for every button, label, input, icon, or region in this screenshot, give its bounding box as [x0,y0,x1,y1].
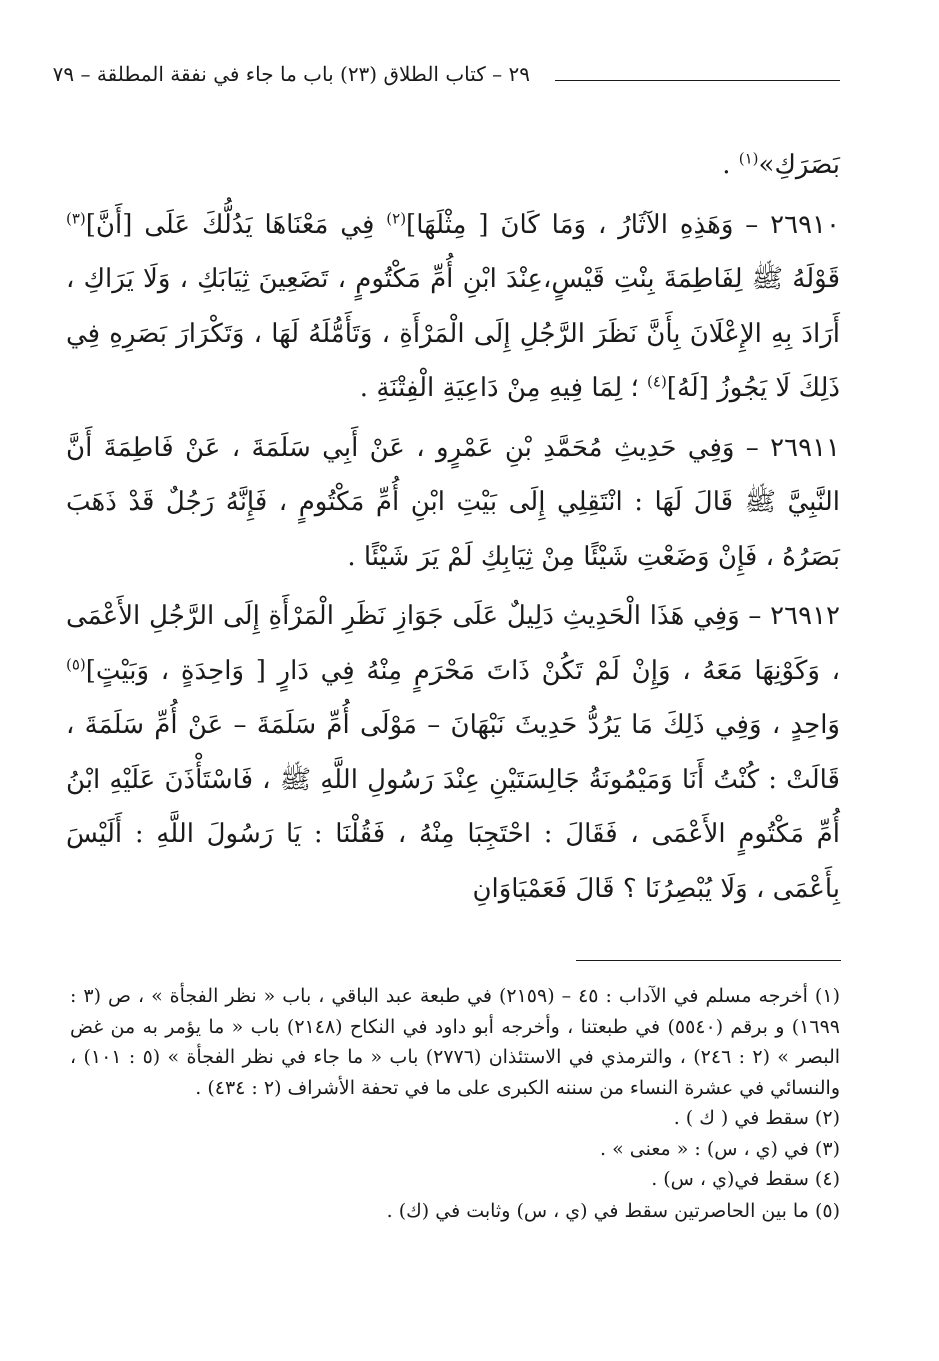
running-header [52,62,840,92]
footnote-ref-5: (٥) [66,654,86,673]
paragraph-text: قَوْلَهُ ﷺ لِفَاطِمَةَ بِنْتِ قَيْسٍ،عِنْدَ ابْنِ أُمِّ مَكْتُومٍ ، تَضَعِينَ ثِيَابَكِ ، وَلَا يَرَاكِ ، أَرَادَ بِهِ الإِعْلَانَ بِأَنَّ نَظَرَ الرَّجُلِ إِلَى الْمَرْأَةِ ، وَتَأَمُّلَهُ لَهَا ، وَتَكْرَارَ بَصَرِهِ فِي ذَلِكَ لَا يَجُوزُ [لَهُ] [66,264,840,403]
paragraph-text: – وَهَذِهِ الآثَارُ ، وَمَا كَانَ [ مِثْلَهَا] [406,209,771,240]
header-rule [555,80,840,81]
paragraph-text: – وَفِي حَدِيثِ مُحَمَّدِ بْنِ عَمْرٍو ، عَنْ أَبِي سَلَمَةَ ، عَنْ فَاطِمَةَ أَنَّ النَّبِيَّ ﷺ قَالَ لَهَا : انْتَقِلِي إِلَى بَيْتِ ابْنِ أُمِّ مَكْتُومٍ ، فَإِنَّهُ رَجُلٌ قَدْ ذَهَبَ بَصَرُهُ ، فَإِنْ وَضَعْتِ شَيْئًا مِنْ ثِيَابِكِ لَمْ يَرَ شَيْئًا . [66,432,840,572]
footnote-1: (١) أخرجه مسلم في الآداب : ٤٥ – (٢١٥٩) في طبعة عبد الباقي ، باب « نظر الفجأة » ، ص (٣ : ١٦٩٩) و برقم (٥٥٤٠) في طبعتنا ، وأخرجه أبو داود في النكاح (٢١٤٨) باب « ما يؤمر به من غض البصر » (٢ : ٢٤٦) ، والترمذي في الاستئذان (٢٧٧٦) باب « ما جاء في نظر الفجأة » (٥ : ١٠١) ، والنسائي في عشرة النساء من سننه الكبرى على ما في تحفة الأشراف (٢ : ٤٣٤) . [70,985,841,1099]
paragraph-text: فِي مَعْنَاهَا يَدُلُّكَ عَلَى [أَنَّ] [85,209,387,240]
paragraph-number: ٢٦٩١١ [770,432,840,463]
footnote-ref-4: (٤) [647,372,667,391]
paragraph-26910 [66,198,840,416]
footnote-ref-3: (٣) [66,208,86,227]
footnote-4: (٤) سقط في(ي ، س) . [651,1168,840,1190]
main-text [66,138,840,916]
paragraph-text: وَاحِدٍ ، وَفِي ذَلِكَ مَا يَرُدُّ حَدِيثَ نَبْهَانَ – مَوْلَى أُمِّ سَلَمَةَ – عَنْ أُمِّ سَلَمَةَ ، قَالَتْ : كُنْتُ أَنَا وَمَيْمُونَةُ جَالِسَتَيْنِ عِنْدَ رَسُولِ اللَّهِ ﷺ ، فَاسْتَأْذَنَ عَلَيْهِ ابْنُ أُمِّ مَكْتُومٍ الأَعْمَى ، فَقَالَ : احْتَجِبَا مِنْهُ ، فَقُلْنَا : يَا رَسُولَ اللَّهِ : أَلَيْسَ بِأَعْمَى ، وَلَا يُبْصِرُنَا ؟ قَالَ فَعَمْيَاوَانِ [66,710,840,904]
paragraph-26912 [66,589,840,916]
footnote-5: (٥) ما بين الحاصرتين سقط في (ي ، س) وثابت في (ك) . [386,1199,840,1222]
footnote-separator [576,960,841,961]
continuation-text: بَصَرَكِ» [758,150,840,180]
paragraph-26911 [66,421,840,585]
paragraph-number: ٢٦٩١٢ [770,601,840,631]
footnote-ref-2: (٢) [386,208,407,227]
footnote-3: (٣) في (ي ، س) : « معنى » . [600,1137,840,1160]
footnote-ref-1: (١) [738,149,759,168]
paragraph-number: ٢٦٩١٠ [770,209,840,240]
continuation-tail: . [722,150,739,180]
paragraph-text: ؛ لِمَا فِيهِ مِنْ دَاعِيَةِ الْفِتْنَةِ . [359,373,648,403]
running-title: ٢٩ – كتاب الطلاق (٢٣) باب ما جاء في نفقة المطلقة – ٧٩ [52,62,530,86]
footnotes [70,981,840,1226]
paragraph-text: – وَفِي هَذَا الْحَدِيثِ دَلِيلٌ عَلَى جَوَازِ نَظَرِ الْمَرْأَةِ إِلَى الرَّجُلِ الأَعْمَى ، وَكَوْنِهَا مَعَهُ ، وَإِنْ لَمْ تَكُنْ ذَاتَ مَحْرَمٍ مِنْهُ فِي دَارٍ [ وَاحِدَةٍ ، وَبَيْتٍ] [66,601,840,686]
footnote-2: (٢) سقط في ( ك ) . [673,1107,840,1129]
continuation-line [66,138,840,193]
